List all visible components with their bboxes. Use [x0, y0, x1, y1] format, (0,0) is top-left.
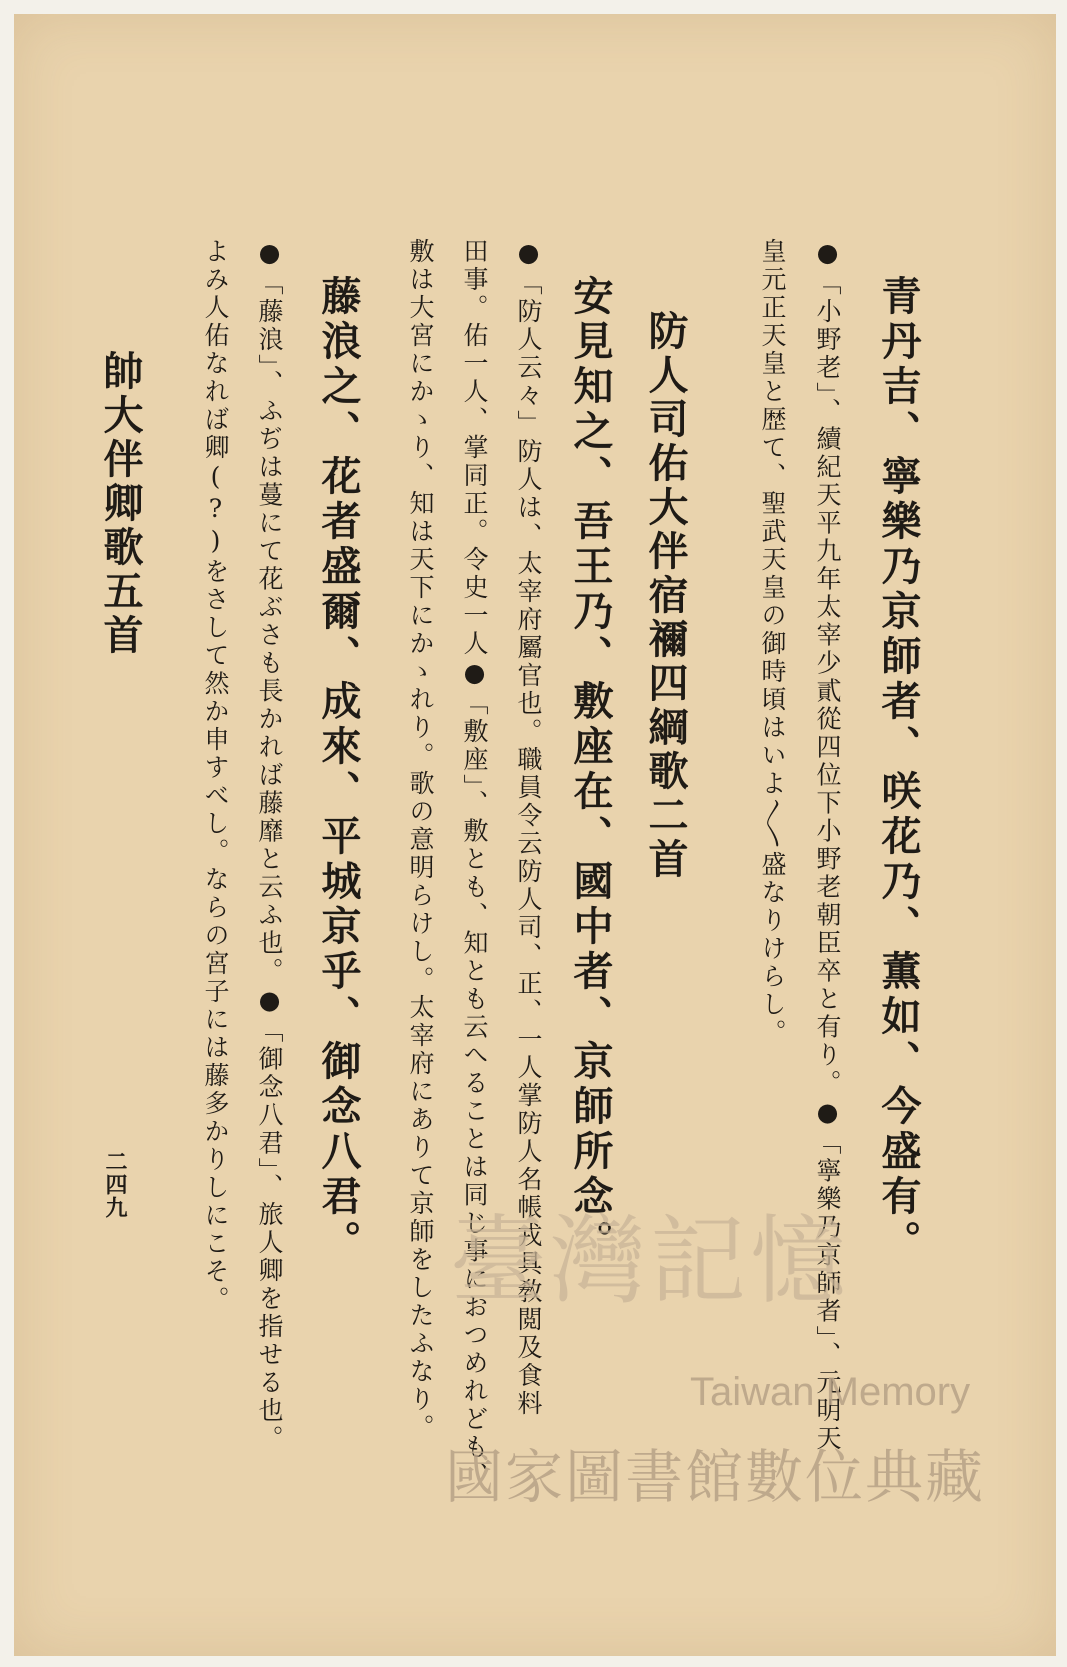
commentary-line-2: 皇元正天皇と歴て、聖武天皇の御時頃はいよ〳〵盛なりけらし。	[758, 238, 787, 1047]
section-heading-1: 防人司佑大伴宿禰四綱歌二首	[642, 310, 689, 882]
commentary-line-3: ●「防人云々」防人は、太宰府屬官也。職員令云防人司、正、一人掌防人名帳戎具敎閲及食料	[514, 238, 543, 1418]
commentary-line-4: 田事。佑一人、掌同正。令史一人●「敷座」、敷とも、知とも云へることは同じ事におつめれども、	[460, 238, 489, 1490]
section-heading-2: 帥大伴卿歌五首	[97, 350, 144, 658]
watermark-chinese: 國家圖書館數位典藏	[445, 1445, 986, 1510]
poem-line-1: 青丹吉、寧樂乃京師者、咲花乃、薫如、今盛有。	[875, 275, 922, 1265]
commentary-line-1: ●「小野老」、續紀天平九年太宰少貳從四位下小野老朝臣卒と有り。●「寧樂乃京師者」、元明天	[813, 238, 842, 1453]
commentary-line-6: ●「藤浪」、ふぢは蔓にて花ぶさも長かれば藤靡と云ふ也。●「御念八君」、旅人卿を指せる也。	[255, 238, 284, 1453]
page-number: 二四九	[102, 1150, 128, 1219]
poem-line-3: 藤浪之、花者盛爾、成來、平城京乎、御念八君。	[315, 275, 362, 1265]
watermark-english: Taiwan Memory	[690, 1370, 971, 1414]
watermark-logo-text: 臺灣記憶	[450, 1205, 850, 1317]
commentary-line-5: 敷は大宮にかゝり、知は天下にかゝれり。歌の意明らけし。太宰府にありて京師をしたふなり。	[406, 238, 435, 1442]
commentary-line-7: よみ人佑なれば卿(?)をさして然か申すべし。ならの宮子には藤多かりしにこそ。	[201, 238, 230, 1314]
poem-line-2: 安見知之、吾王乃、敷座在、國中者、京師所念。	[567, 275, 614, 1265]
